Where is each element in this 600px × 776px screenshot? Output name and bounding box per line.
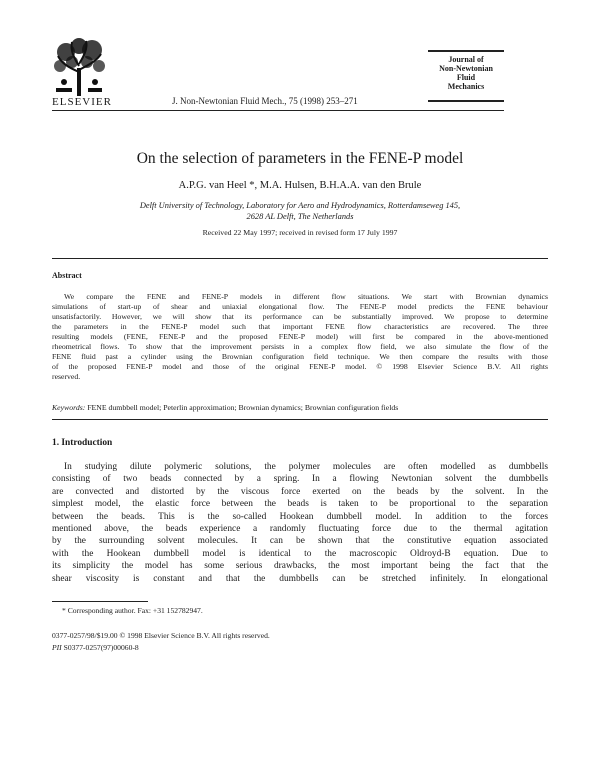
- pii-label: PII: [52, 643, 62, 652]
- abstract-line: reserved.: [52, 372, 81, 381]
- pii-value: S0377-0257(97)00060-8: [61, 643, 139, 652]
- keywords-label: Keywords:: [52, 403, 86, 412]
- intro-line: by the surrounding solvent molecules. It can be shown that the constitutive equation associated: [52, 536, 548, 547]
- abstract-line: simulations of start-up of shear and uniaxial elongational flow. The FENE-P model predicts the FENE behaviour: [52, 302, 548, 311]
- abstract-line: of the proposed FENE-P model and those of the original FENE-P model. © 1998 Elsevier Science B.V. All rights: [52, 362, 548, 371]
- abstract-line: the parameters in the FENE-P model such that important FENE flow characteristics are recovered. The three: [52, 322, 548, 331]
- publisher-name: ELSEVIER: [52, 96, 112, 108]
- journal-logo: [428, 50, 504, 102]
- journal-logo-line: Non-Newtonian: [439, 64, 493, 73]
- intro-line: simplest model, the elastic force between the beads is taken to be proportional to the separation: [52, 499, 548, 510]
- intro-line: mentioned above, the beads experience a randomly fluctuating force due to the thermal agitation: [52, 523, 548, 534]
- pii: [52, 643, 139, 652]
- abstract-line: rheometrical flows. To show that the improvement persists in a complex flow field, we also simulate the flow of the: [52, 342, 548, 351]
- introduction-body: [52, 461, 548, 585]
- abstract-body: [52, 292, 548, 382]
- abstract-bottom-divider: [52, 419, 548, 420]
- section-heading: 1. Introduction: [52, 438, 113, 448]
- journal-logo-line: Fluid: [456, 73, 476, 82]
- intro-line: with the Hookean dumbbell model is identical to the macroscopic Oldroyd-B equation. Due to: [52, 548, 548, 559]
- intro-line: shear viscosity is constant and that the dumbbells can be stretched infinitely. In elongational: [52, 573, 548, 584]
- paper-title: On the selection of parameters in the FENE-P model: [136, 150, 464, 167]
- received-dates: Received 22 May 1997; received in revised form 17 July 1997: [202, 228, 398, 237]
- abstract-line: resulting models (FENE, FENE-P and the proposed FENE-P model) will first be compared in the above-mentioned: [52, 332, 548, 341]
- abstract-heading: Abstract: [52, 271, 82, 280]
- journal-logo-line: Mechanics: [447, 82, 485, 91]
- keywords-text: FENE dumbbell model; Peterlin approximation; Brownian dynamics; Brownian configuration fields: [85, 403, 399, 412]
- abstract-top-divider: [52, 258, 548, 259]
- abstract-line: FENE fluid past a cylinder using the Brownian configuration field technique. We then compare the results with those: [52, 352, 548, 361]
- intro-line: consisting of two beads connected by a spring. In a flowing Newtonian solvent the dumbbells: [52, 474, 548, 485]
- intro-line: are convected and distorted by the viscous force exerted on the beads by the solvent. In the: [52, 486, 548, 497]
- abstract-line: We compare the FENE and FENE-P models in different flow situations. We start with Brownian dynamics: [64, 292, 548, 301]
- keywords: [52, 403, 398, 412]
- intro-line: In studying dilute polymeric solutions, the polymer molecules are often modelled as dumbbells: [64, 462, 548, 472]
- affiliation-line: Delft University of Technology, Laboratory for Aero and Hydrodynamics, Rotterdamseweg 145,: [139, 201, 461, 210]
- abstract-line: unsatisfactorily. However, we will show that its performance can be substantially improved. We propose to determine: [52, 312, 548, 321]
- journal-citation: J. Non-Newtonian Fluid Mech., 75 (1998) 253–271: [172, 96, 358, 106]
- intro-line: its simplicity the model has some serious drawbacks, the most important being the fact that the: [52, 561, 548, 572]
- issn-copyright: 0377-0257/98/$19.00 © 1998 Elsevier Science B.V. All rights reserved.: [52, 631, 270, 640]
- elsevier-tree-logo: [52, 38, 107, 98]
- intro-line: between the beads. This is the so-called Hookean dumbbell model. In addition to the forces: [52, 511, 548, 522]
- paper-authors: A.P.G. van Heel *, M.A. Hulsen, B.H.A.A. van den Brule: [178, 180, 422, 191]
- affiliation-line: 2628 AL Delft, The Netherlands: [246, 212, 354, 221]
- corresponding-author-footnote: * Corresponding author. Fax: +31 152782947.: [62, 606, 203, 615]
- journal-logo-line: Journal of: [448, 55, 484, 64]
- footnote-divider: [52, 601, 148, 602]
- header-divider: [52, 110, 504, 111]
